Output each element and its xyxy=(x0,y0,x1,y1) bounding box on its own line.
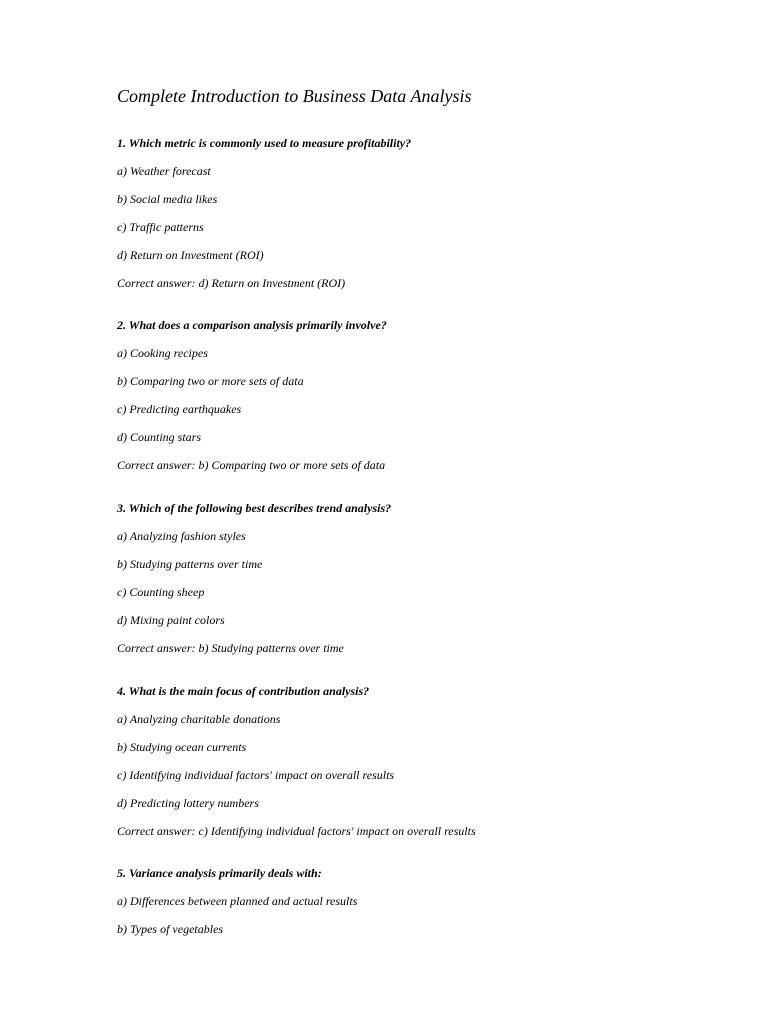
option-b: b) Comparing two or more sets of data xyxy=(117,374,304,388)
question-3 xyxy=(117,501,717,669)
option-c: c) Identifying individual factors' impact on overall results xyxy=(117,768,395,782)
question-1 xyxy=(117,136,717,304)
document-title: Complete Introduction to Business Data Analysis xyxy=(117,86,472,106)
question-text: 4. What is the main focus of contribution analysis? xyxy=(117,684,370,698)
question-text: 1. Which metric is commonly used to measure profitability? xyxy=(117,136,412,150)
question-text: 2. What does a comparison analysis primarily involve? xyxy=(117,318,387,332)
option-d: d) Mixing paint colors xyxy=(117,613,225,627)
question-2 xyxy=(117,318,717,486)
option-d: d) Counting stars xyxy=(117,430,202,444)
option-a: a) Cooking recipes xyxy=(117,346,208,360)
option-d: d) Return on Investment (ROI) xyxy=(117,248,264,262)
option-d: d) Predicting lottery numbers xyxy=(117,796,259,810)
option-c: c) Predicting earthquakes xyxy=(117,402,242,416)
correct-answer: Correct answer: b) Comparing two or more sets of data xyxy=(117,458,386,472)
correct-answer: Correct answer: c) Identifying individual factors' impact on overall results xyxy=(117,824,476,838)
question-text: 5. Variance analysis primarily deals with: xyxy=(117,866,322,880)
correct-answer: Correct answer: d) Return on Investment (ROI) xyxy=(117,276,346,290)
option-a: a) Analyzing fashion styles xyxy=(117,529,246,543)
question-5 xyxy=(117,866,717,950)
option-c: c) Counting sheep xyxy=(117,585,205,599)
question-text: 3. Which of the following best describes trend analysis? xyxy=(117,501,392,515)
option-b: b) Social media likes xyxy=(117,192,218,206)
option-b: b) Studying patterns over time xyxy=(117,557,263,571)
option-a: a) Differences between planned and actual results xyxy=(117,894,358,908)
option-a: a) Analyzing charitable donations xyxy=(117,712,281,726)
correct-answer: Correct answer: b) Studying patterns over time xyxy=(117,641,344,655)
option-c: c) Traffic patterns xyxy=(117,220,204,234)
option-a: a) Weather forecast xyxy=(117,164,211,178)
question-4 xyxy=(117,684,717,852)
option-b: b) Types of vegetables xyxy=(117,922,224,936)
option-b: b) Studying ocean currents xyxy=(117,740,247,754)
